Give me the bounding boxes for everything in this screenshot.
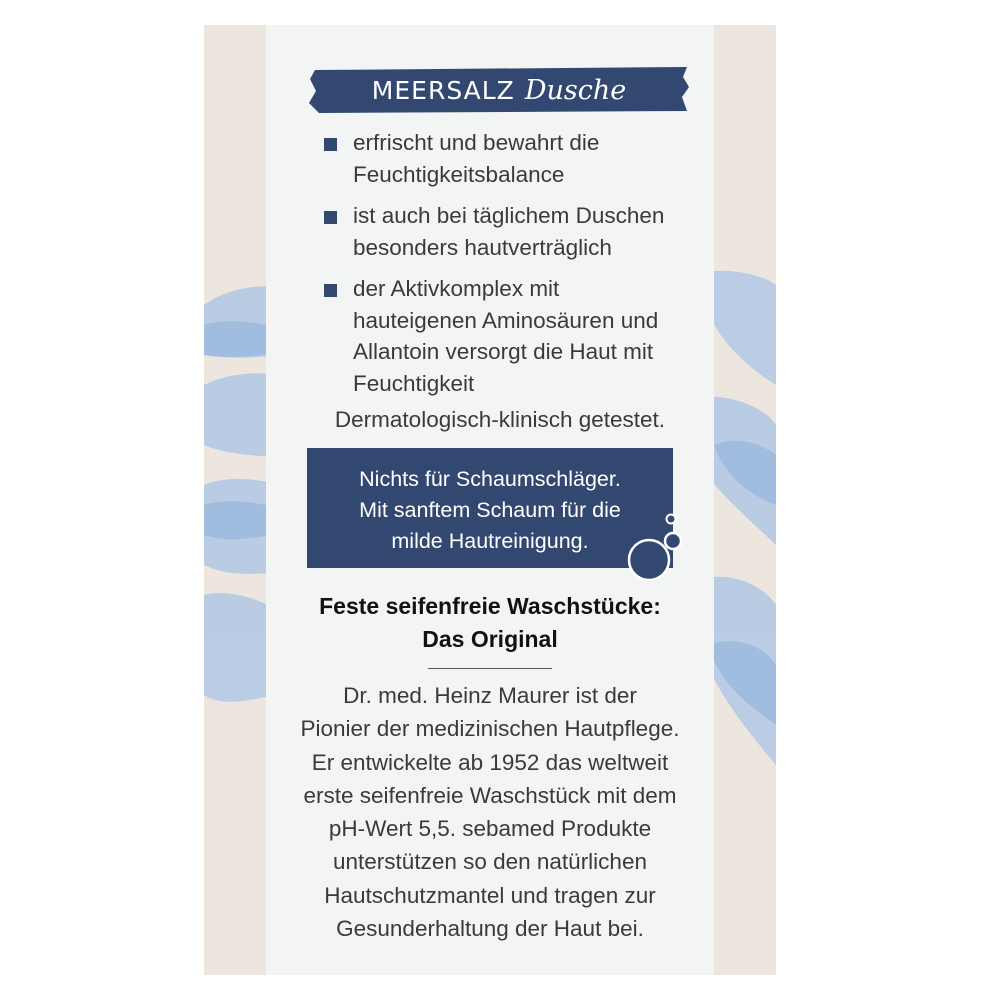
- list-item: [324, 200, 684, 263]
- bullet-square-icon: [324, 284, 337, 297]
- tested-claim: Dermatologisch-klinisch getestet.: [334, 407, 666, 432]
- paragraph-line: Er entwickelte ab 1952 das weltweit: [311, 749, 669, 775]
- history-paragraph: [266, 679, 714, 945]
- headline-line-1: Feste seifenfreie Waschstücke:: [319, 593, 661, 619]
- section-headline: [266, 590, 714, 656]
- paragraph-line: pH-Wert 5,5. sebamed Produkte: [328, 816, 652, 842]
- divider: [428, 668, 552, 669]
- paragraph-line: erste seifenfreie Waschstück mit dem: [303, 782, 677, 808]
- bullet-square-icon: [324, 138, 337, 151]
- paragraph-line: Dr. med. Heinz Maurer ist der: [343, 683, 637, 708]
- product-title-banner: [309, 67, 689, 113]
- list-item-text: der Aktivkomplex mit hauteigenen Aminosäuren und Allantoin versorgt die Haut mit Feuchtigkeit: [353, 276, 659, 396]
- list-item-text: ist auch bei täglichem Duschen besonders hautverträglich: [353, 203, 665, 260]
- packaging-panel: [204, 25, 776, 975]
- foam-info-line-1: Nichts für Schaumschläger.: [359, 467, 621, 491]
- bullet-square-icon: [324, 211, 337, 224]
- foam-info-box: [307, 448, 673, 568]
- benefit-list: [324, 127, 684, 409]
- paragraph-line: Pionier der medizinischen Hautpflege.: [300, 716, 680, 742]
- headline-line-2: Das Original: [422, 626, 558, 652]
- list-item-text: erfrischt und bewahrt die Feuchtigkeitsbalance: [353, 130, 600, 187]
- paragraph-line: unterstützen so den natürlichen: [333, 849, 647, 875]
- product-title-main: MEERSALZ: [371, 75, 515, 105]
- bubbles-icon: [624, 510, 686, 585]
- paragraph-line: Gesunderhaltung der Haut bei.: [336, 916, 644, 942]
- foam-info-line-3: milde Hautreinigung.: [391, 529, 589, 553]
- product-title-script: Dusche: [524, 74, 627, 106]
- paragraph-line: Hautschutzmantel und tragen zur: [324, 882, 656, 908]
- list-item: [324, 127, 684, 190]
- list-item: [324, 273, 684, 399]
- foam-info-line-2: Mit sanftem Schaum für die: [359, 498, 621, 522]
